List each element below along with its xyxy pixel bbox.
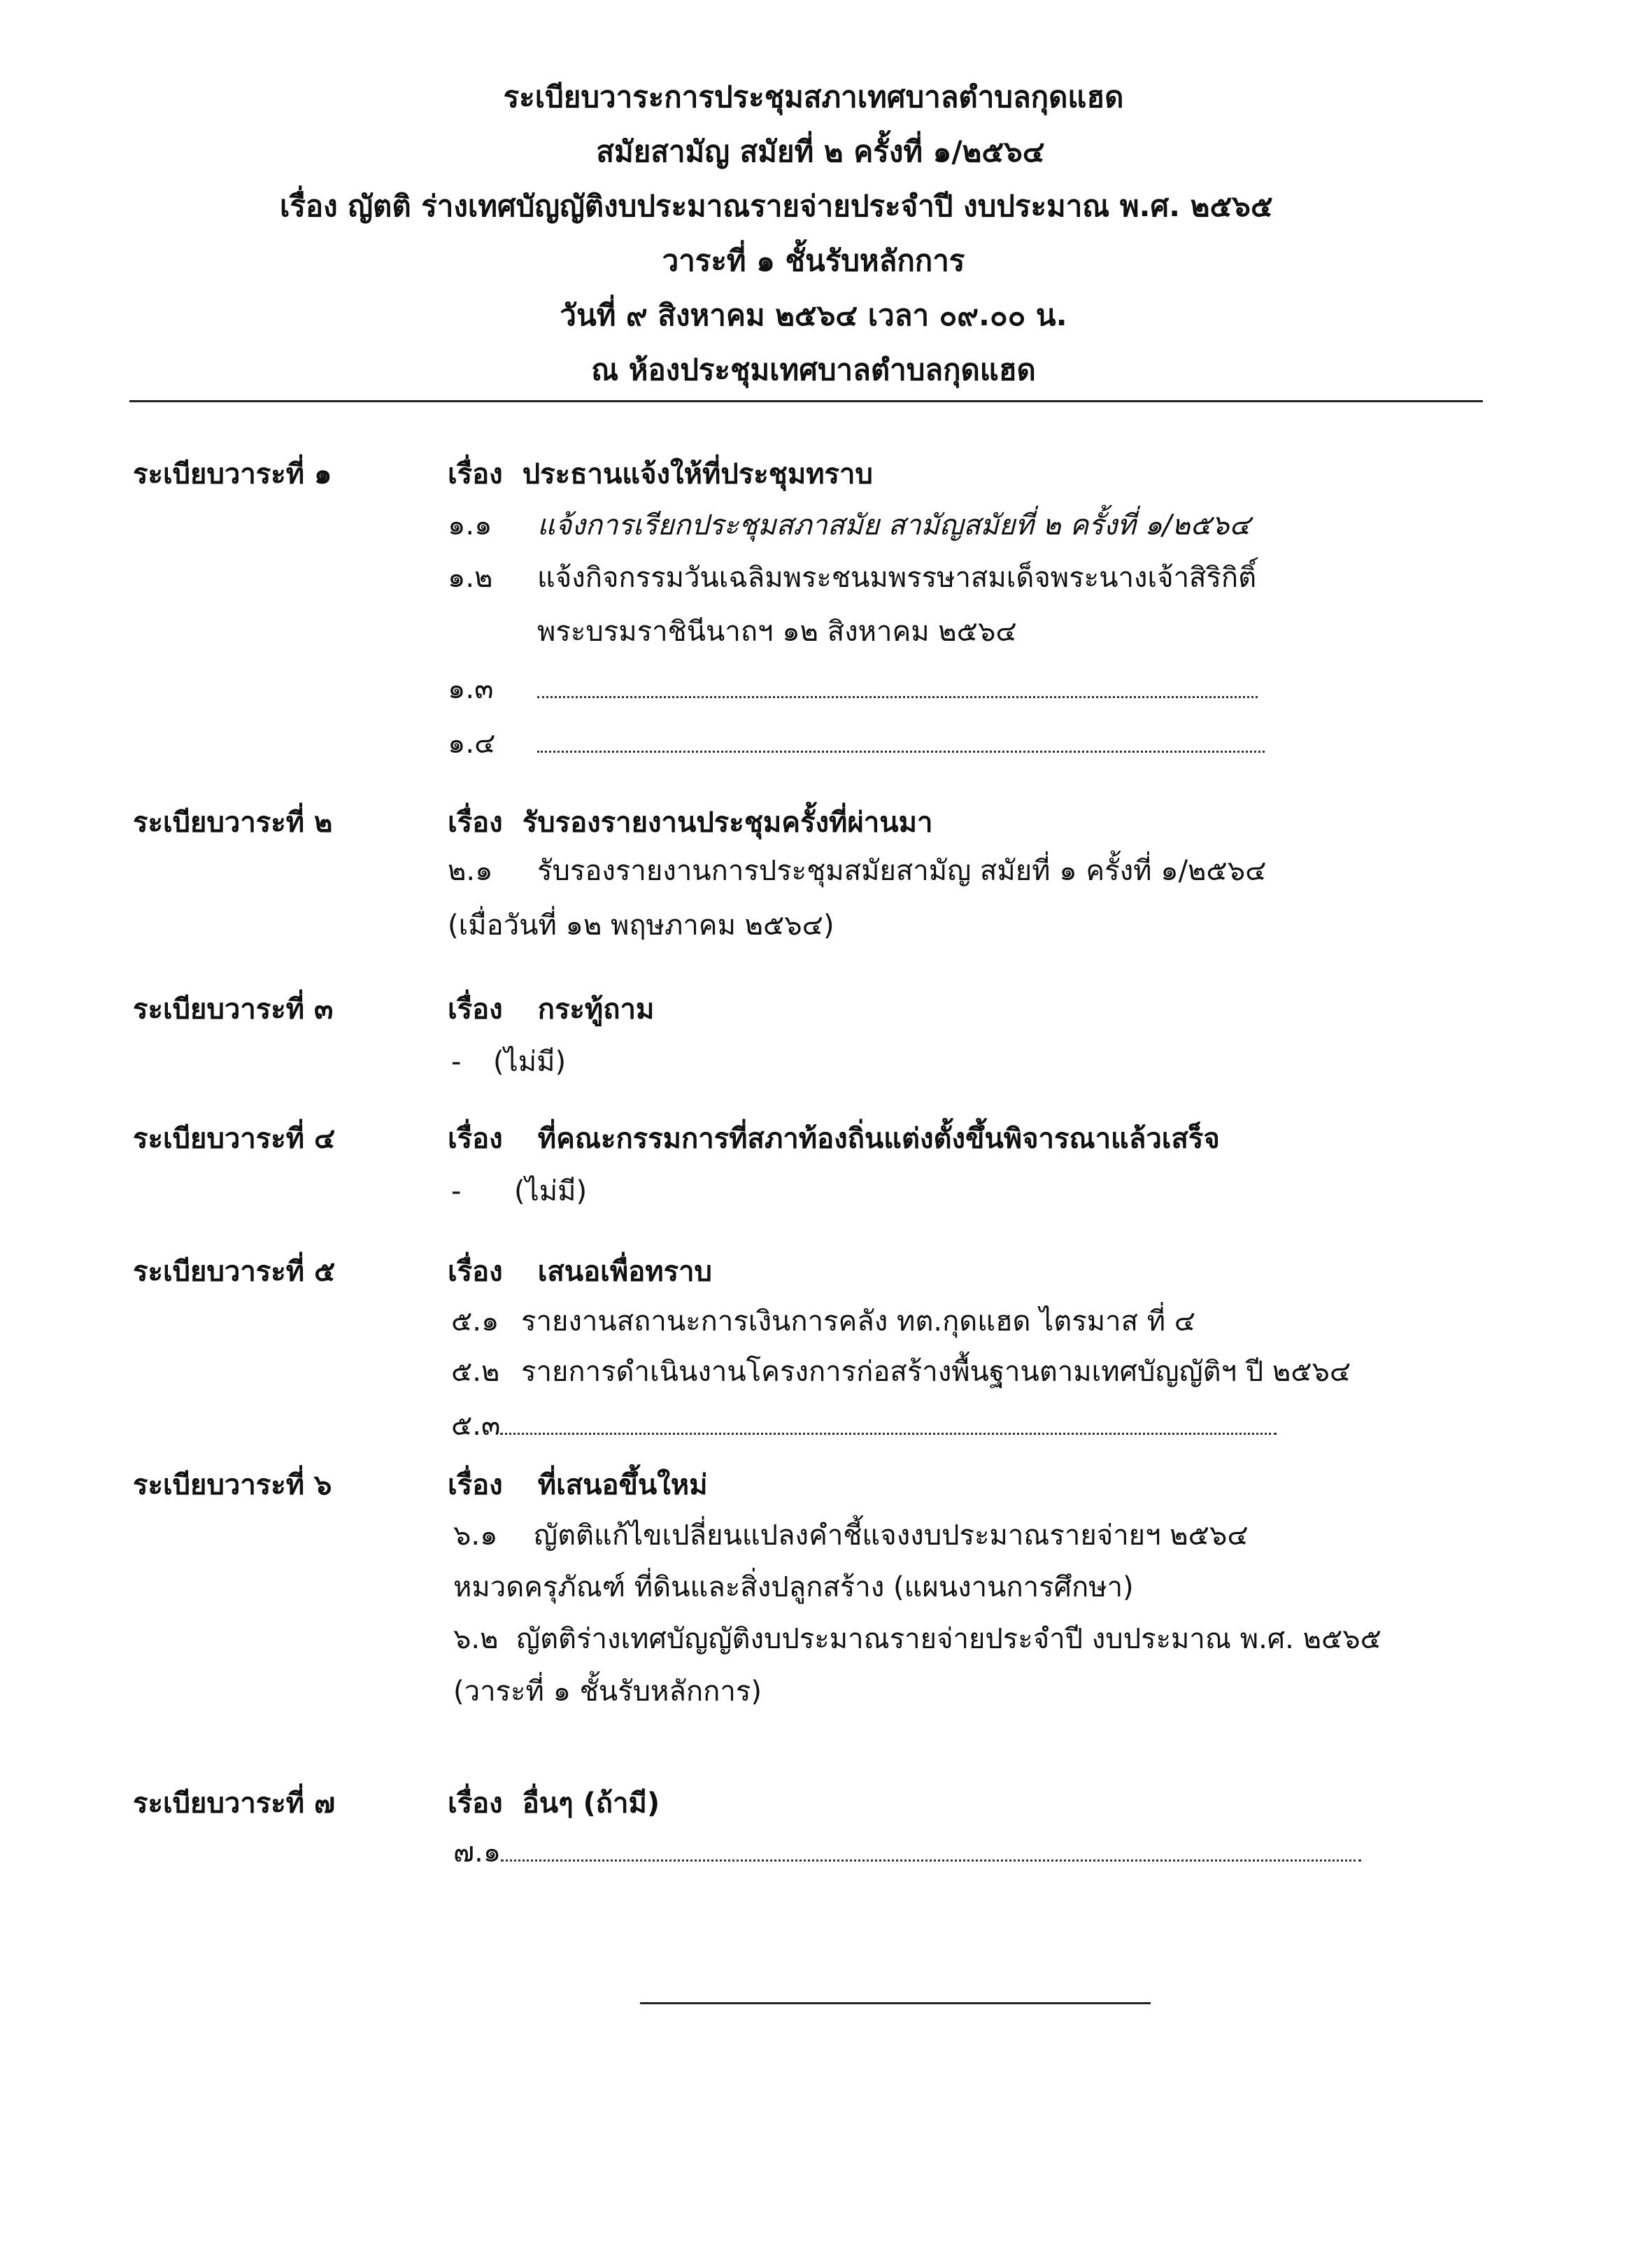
item-text: รับรองรายงานการประชุมสมัยสามัญ สมัยที่ ๑ ครั้งที่ ๑/๒๕๖๔ — [537, 855, 1267, 887]
item-number: ๖.๒ — [453, 1623, 499, 1655]
agenda-title — [448, 1249, 712, 1294]
agenda-item-continuation — [448, 902, 834, 947]
item-text: แจ้งการเรียกประชุมสภาสมัย สามัญสมัยที่ ๒ ครั้งที่ ๑/๒๕๖๔ — [537, 509, 1251, 541]
item-number: ๖.๑ — [453, 1519, 498, 1552]
item-number: ๕.๓ — [451, 1410, 501, 1442]
agenda-item — [451, 1298, 1195, 1343]
item-number: ๕.๑ — [451, 1305, 499, 1338]
agenda-label: ระเบียบวาระที่ ๑ — [133, 458, 332, 490]
agenda-item — [451, 1168, 587, 1213]
item-number: ๑.๔ — [448, 728, 496, 760]
closing-divider — [640, 2002, 1151, 2004]
agenda-title-text: ที่คณะกรรมการที่สภาท้องถิ่นแต่งตั้งขึ้นพิจารณาแล้วเสร็จ — [537, 1123, 1220, 1155]
item-text: (ไม่มี) — [493, 1046, 567, 1078]
item-text: ญัตติแก้ไขเปลี่ยนแปลงคำชี้แจงงบประมาณรายจ่ายฯ ๒๕๖๔ — [534, 1519, 1249, 1552]
agenda-title-text: รับรองรายงานประชุมครั้งที่ผ่านมา — [522, 807, 933, 839]
agenda-title — [448, 1116, 1220, 1161]
agenda-keyword: เรื่อง — [448, 993, 503, 1026]
agenda-keyword: เรื่อง — [448, 1256, 503, 1288]
agenda-item — [453, 1512, 1249, 1557]
item-number: ๑.๓ — [448, 673, 494, 705]
agenda-item — [448, 555, 1256, 600]
item-number: ๒.๑ — [448, 855, 493, 887]
agenda-title-text: ประธานแจ้งให้ที่ประชุมทราบ — [522, 458, 873, 490]
agenda-keyword: เรื่อง — [448, 1469, 503, 1501]
item-text: หมวดครุภัณฑ์ ที่ดินและสิ่งปลูกสร้าง (แผนงานการศึกษา) — [453, 1571, 1134, 1603]
blank-line — [500, 1413, 1277, 1435]
item-text: ญัตติร่างเทศบัญญัติงบประมาณรายจ่ายประจำปี งบประมาณ พ.ศ. ๒๕๖๕ — [516, 1623, 1381, 1655]
agenda-item — [448, 848, 1266, 893]
agenda-item-continuation — [537, 609, 1017, 653]
blank-line — [537, 731, 1265, 753]
agenda-item-continuation — [453, 1668, 762, 1713]
document-header — [0, 70, 1627, 397]
agenda-title-text: เสนอเพื่อทราบ — [537, 1256, 712, 1288]
item-dash: - — [451, 1175, 462, 1207]
agenda-title-text: กระทู้ถาม — [537, 993, 655, 1026]
agenda-label: ระเบียบวาระที่ ๕ — [133, 1256, 336, 1288]
agenda-label: ระเบียบวาระที่ ๓ — [133, 993, 334, 1026]
blank-line — [501, 1840, 1361, 1862]
item-text: พระบรมราชินีนาถฯ ๑๒ สิงหาคม ๒๕๖๔ — [537, 616, 1017, 648]
agenda-title — [448, 986, 654, 1031]
agenda-title-text: อื่นๆ (ถ้ามี) — [522, 1787, 660, 1820]
header-date-time: วันที่ ๙ สิงหาคม ๒๕๖๔ เวลา ๐๙.๐๐ น. — [560, 298, 1067, 332]
agenda-item — [453, 1829, 1361, 1874]
agenda-keyword: เรื่อง — [448, 807, 503, 839]
agenda-title — [448, 1780, 660, 1825]
agenda-title — [448, 1462, 708, 1507]
agenda-item — [448, 721, 1265, 765]
agenda-item — [451, 1039, 566, 1084]
item-text: แจ้งกิจกรรมวันเฉลิมพระชนมพรรษาสมเด็จพระนางเจ้าสิริกิติ์ — [537, 562, 1257, 594]
item-number: ๑.๒ — [448, 562, 493, 594]
agenda-label: ระเบียบวาระที่ ๗ — [133, 1787, 336, 1820]
item-text: (เมื่อวันที่ ๑๒ พฤษภาคม ๒๕๖๔) — [448, 909, 834, 942]
agenda-item — [453, 1616, 1381, 1661]
agenda-title — [448, 451, 873, 496]
agenda-keyword: เรื่อง — [448, 1123, 503, 1155]
header-venue: ณ ห้องประชุมเทศบาลตำบลกุดแฮด — [591, 353, 1036, 387]
header-title: ระเบียบวาระการประชุมสภาเทศบาลตำบลกุดแฮด — [503, 80, 1124, 114]
agenda-label: ระเบียบวาระที่ ๒ — [133, 807, 333, 839]
item-text: (ไม่มี) — [514, 1175, 588, 1207]
item-dash: - — [451, 1046, 462, 1078]
item-text: รายการดำเนินงานโครงการก่อสร้างพื้นฐานตามเทศบัญญัติฯ ปี ๒๕๖๔ — [521, 1356, 1351, 1388]
header-session: สมัยสามัญ สมัยที่ ๒ ครั้งที่ ๑/๒๕๖๔ — [596, 134, 1045, 169]
header-reading: วาระที่ ๑ ชั้นรับหลักการ — [662, 243, 965, 278]
agenda-item — [448, 666, 1258, 711]
agenda-keyword: เรื่อง — [448, 458, 503, 490]
agenda-item — [451, 1403, 1277, 1447]
blank-line — [537, 676, 1258, 698]
header-divider — [129, 400, 1483, 402]
agenda-label: ระเบียบวาระที่ ๔ — [133, 1123, 336, 1155]
agenda-item-continuation — [453, 1564, 1134, 1609]
item-number: ๕.๒ — [451, 1356, 500, 1388]
item-text: (วาระที่ ๑ ชั้นรับหลักการ) — [453, 1675, 762, 1708]
agenda-title-text: ที่เสนอขึ้นใหม่ — [537, 1469, 708, 1501]
agenda-keyword: เรื่อง — [448, 1787, 503, 1820]
item-number: ๑.๑ — [448, 509, 492, 541]
item-number: ๗.๑ — [453, 1836, 502, 1869]
item-text: รายงานสถานะการเงินการคลัง ทต.กุดแฮด ไตรมาส ที่ ๔ — [521, 1305, 1196, 1338]
agenda-title — [448, 800, 932, 844]
header-subject: เรื่อง ญัตติ ร่างเทศบัญญัติงบประมาณรายจ่ายประจำปี งบประมาณ พ.ศ. ๒๕๖๕ — [280, 189, 1273, 223]
agenda-label: ระเบียบวาระที่ ๖ — [133, 1469, 332, 1501]
agenda-item — [448, 502, 1251, 547]
agenda-item — [451, 1349, 1351, 1394]
